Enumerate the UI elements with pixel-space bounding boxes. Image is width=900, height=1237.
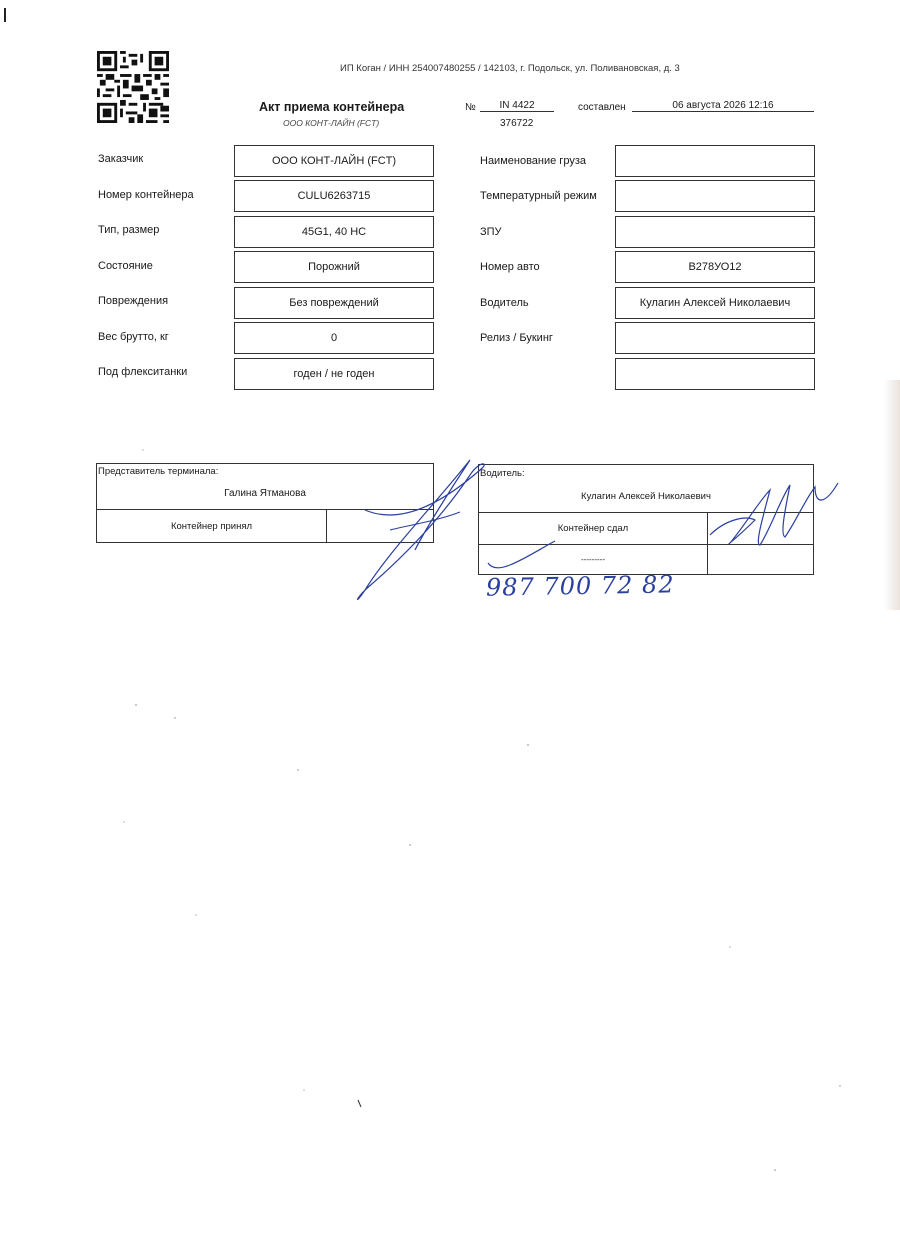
- document-subtitle: ООО КОНТ-ЛАЙН (FCT): [283, 118, 380, 128]
- field-value-type-size: 45G1, 40 HC: [234, 216, 434, 248]
- field-label-damage: Повреждения: [98, 295, 169, 307]
- document-number-sub: 376722: [500, 118, 534, 129]
- field-label-release-booking: Релиз / Букинг: [480, 332, 553, 344]
- field-label-container-number: Номер контейнера: [98, 189, 194, 201]
- driver-dashes-cell: ---------: [478, 544, 708, 575]
- field-label-type-size: Тип, размер: [98, 224, 160, 236]
- composed-date: 06 августа 2026 12:16: [632, 100, 814, 112]
- field-value-gross-weight: 0: [234, 322, 434, 354]
- field-label-seal: ЗПУ: [480, 226, 502, 238]
- composed-label: составлен: [578, 102, 626, 113]
- document-title: Акт приема контейнера: [259, 100, 405, 114]
- field-value-vehicle-number: В278УО12: [615, 251, 815, 283]
- terminal-rep-name: Галина Ятманова: [224, 488, 306, 499]
- field-value-flexitank: годен / не годен: [234, 358, 434, 390]
- document-number: IN 4422: [480, 100, 554, 112]
- field-label-vehicle-number: Номер авто: [480, 261, 540, 273]
- field-value-condition: Порожний: [234, 251, 434, 283]
- field-value-customer: ООО КОНТ-ЛАЙН (FCT): [234, 145, 434, 177]
- field-label-flexitank: Под флекситанки: [98, 366, 188, 378]
- field-label-cargo-name: Наименование груза: [480, 155, 586, 167]
- field-label-temperature: Температурный режим: [480, 190, 597, 202]
- number-label: №: [465, 102, 476, 113]
- field-value-driver: Кулагин Алексей Николаевич: [615, 287, 815, 319]
- field-label-customer: Заказчик: [98, 153, 144, 165]
- terminal-rep-label: Представитель терминала:: [98, 466, 219, 477]
- organization-line: ИП Коган / ИНН 254007480255 / 142103, г. Подольск, ул. Поливановская, д. 3: [340, 63, 680, 74]
- field-label-condition: Состояние: [98, 260, 153, 272]
- field-value-damage: Без повреждений: [234, 287, 434, 319]
- container-accepted-cell: Контейнер принял: [96, 509, 327, 543]
- field-label-driver: Водитель: [480, 297, 529, 309]
- field-value-container-number: CULU6263715: [234, 180, 434, 212]
- driver-name: Кулагин Алексей Николаевич: [581, 491, 711, 502]
- handwritten-phone-number: 987 700 72 82: [485, 570, 675, 602]
- driver-label: Водитель:: [480, 468, 525, 479]
- field-label-gross-weight: Вес брутто, кг: [98, 331, 169, 343]
- container-handed-cell: Контейнер сдал: [478, 512, 708, 545]
